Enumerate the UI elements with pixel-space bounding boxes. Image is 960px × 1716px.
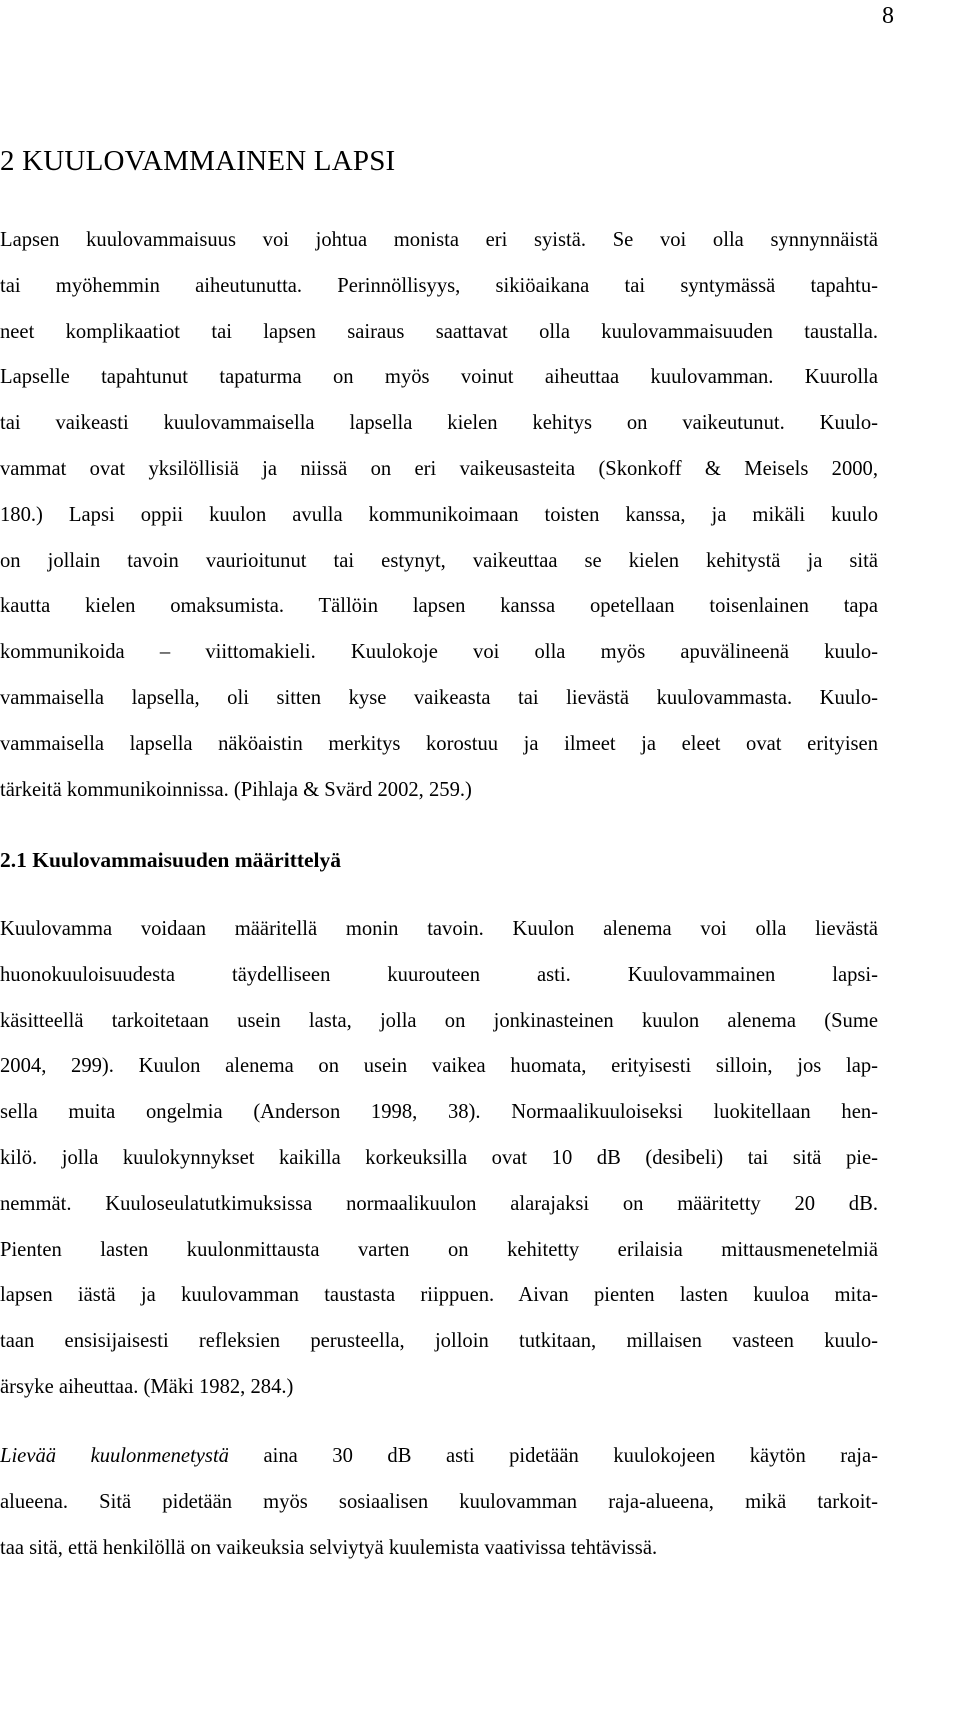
text-line: nemmät. Kuuloseulatutkimuksissa normaalikuulon alarajaksi on määritetty 20 dB.	[0, 1192, 878, 1215]
text-line: Kuulovamma voidaan määritellä monin tavoin. Kuulon alenema voi olla lievästä	[0, 918, 878, 940]
paragraph-definition	[0, 907, 878, 1411]
text-line: kilö. jolla kuulokynnykset kaikilla korkeuksilla ovat 10 dB (desibeli) tai sitä pie-	[0, 1146, 878, 1169]
text-line: vammaisella lapsella näköaistin merkitys korostuu ja ilmeet ja eleet ovat erityisen	[0, 732, 878, 755]
text-line: 180.) Lapsi oppii kuulon avulla kommunikoimaan toisten kanssa, ja mikäli kuulo	[0, 503, 878, 526]
text-line: lapsen iästä ja kuulovamman taustasta riippuen. Aivan pienten lasten kuuloa mita-	[0, 1284, 878, 1307]
text-line: sella muita ongelmia (Anderson 1998, 38). Normaalikuuloiseksi luokitellaan hen-	[0, 1101, 878, 1124]
text-line: vammat ovat yksilöllisiä ja niissä on eri vaikeusasteita (Skonkoff & Meisels 2000,	[0, 457, 878, 480]
text-line: alueena. Sitä pidetään myös sosiaalisen kuulovamman raja-alueena, mikä tarkoit-	[0, 1490, 878, 1513]
term-mild-hearing-loss: Lievää kuulonmenetystä	[0, 1445, 229, 1467]
text-line: Lapselle tapahtunut tapaturma on myös voinut aiheuttaa kuulovamman. Kuurolla	[0, 366, 878, 389]
page-number: 8	[882, 3, 894, 29]
text-line: on jollain tavoin vaurioitunut tai estynyt, vaikeuttaa se kielen kehitystä ja sitä	[0, 549, 878, 572]
text-line: kautta kielen omaksumista. Tällöin lapsen kanssa opetellaan toisenlainen tapa	[0, 595, 878, 618]
text-line: tai vaikeasti kuulovammaisella lapsella kielen kehitys on vaikeutunut. Kuulo-	[0, 412, 878, 435]
text-line: 2004, 299). Kuulon alenema on usein vaikea huomata, erityisesti silloin, jos lap-	[0, 1055, 878, 1078]
text-line: vammaisella lapsella, oli sitten kyse vaikeasta tai lievästä kuulovammasta. Kuulo-	[0, 686, 878, 709]
paragraph-causes	[0, 218, 878, 813]
text-line: neet komplikaatiot tai lapsen sairaus saattavat olla kuulovammaisuuden taustalla.	[0, 320, 878, 343]
text-line: tai myöhemmin aiheutunutta. Perinnöllisyys, sikiöaikana tai syntymässä tapahtu-	[0, 274, 878, 297]
text-line: huonokuuloisuudesta täydelliseen kuurouteen asti. Kuulovammainen lapsi-	[0, 963, 878, 986]
text-line: kommunikoida – viittomakieli. Kuulokoje voi olla myös apuvälineenä kuulo-	[0, 641, 878, 664]
text-line: taa sitä, että henkilöllä on vaikeuksia selviytyä kuulemista vaativissa tehtävissä.	[0, 1536, 658, 1559]
text-line: käsitteellä tarkoitetaan usein lasta, jolla on jonkinasteinen kuulon alenema (Sume	[0, 1009, 878, 1032]
text-line: ärsyke aiheuttaa. (Mäki 1982, 284.)	[0, 1375, 294, 1398]
section-title: 2.1 Kuulovammaisuuden määrittelyä	[0, 848, 342, 872]
paragraph-mild-loss	[0, 1434, 878, 1571]
chapter-title: 2 KUULOVAMMAINEN LAPSI	[0, 145, 396, 177]
text-line: Pienten lasten kuulonmittausta varten on kehitetty erilaisia mittausmenetelmiä	[0, 1238, 878, 1261]
text-line	[0, 1434, 878, 1480]
text-line: tärkeitä kommunikoinnissa. (Pihlaja & Svärd 2002, 259.)	[0, 778, 472, 801]
text-segment: aina 30 dB asti pidetään kuulokojeen käytön raja-	[228, 1445, 878, 1467]
text-line: taan ensisijaisesti refleksien perusteella, jolloin tutkitaan, millaisen vasteen kuulo-	[0, 1330, 878, 1353]
text-line: Lapsen kuulovammaisuus voi johtua monista eri syistä. Se voi olla synnynnäistä	[0, 229, 878, 251]
